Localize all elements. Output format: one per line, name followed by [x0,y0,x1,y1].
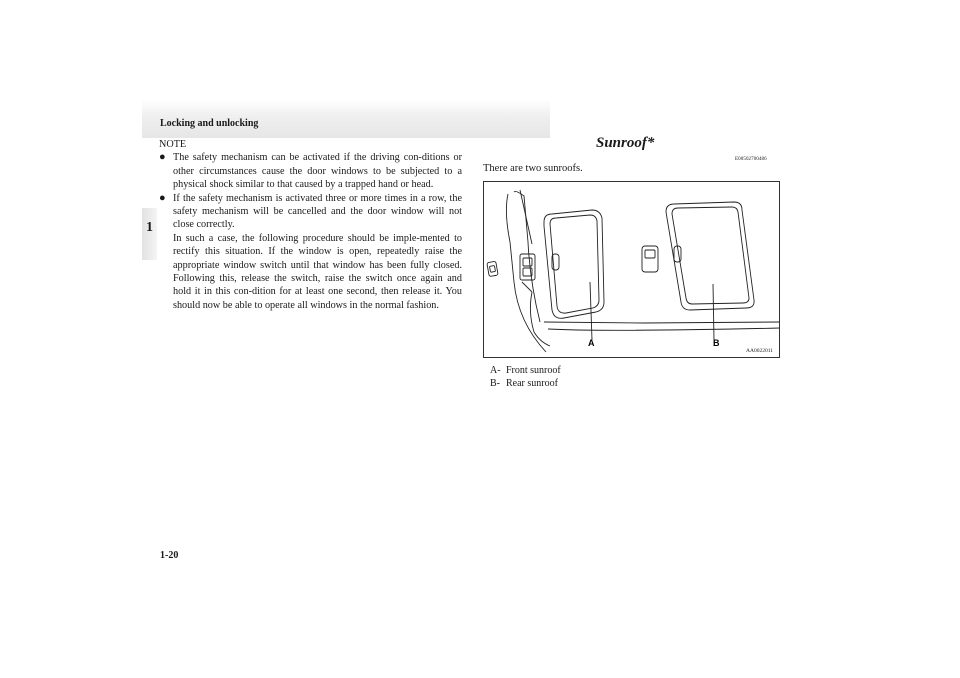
callout-b: B [713,338,720,348]
sunroof-illustration [483,181,780,358]
sunroof-drawing [484,182,781,359]
callout-a: A [588,338,595,348]
legend-item [490,365,561,378]
note-bullet-1 [159,151,462,191]
legend-text: Rear sunroof [506,377,558,389]
legend-key: A- [490,365,501,376]
note-heading: NOTE [159,139,187,150]
note-followup-text: In such a case, the following procedure should be imple-mented to rectify this situation. If the window is open, repeatedly raise the appropriate window switch until that window has been fully closed. Following this, release the switch, raise the switch once again and hold it in this con-dition for at least one second, then release it. You should now be able to operate all windows in the normal fashion. [173,232,462,311]
section-intro: There are two sunroofs. [483,163,583,174]
figure-code: AA0022011 [746,348,773,354]
page-header-title: Locking and unlocking [160,118,259,129]
note-bullet-2 [159,192,462,313]
legend-key: B- [490,377,500,389]
legend-text: Front sunroof [506,365,561,376]
note-block [159,138,462,312]
chapter-number: 1 [146,220,153,235]
page-number: 1-20 [160,550,179,561]
bullet-icon: ● [159,151,166,164]
legend-item [490,378,561,391]
note-bullet-text: If the safety mechanism is activated three or more times in a row, the safety mechanism will be cancelled and the door window will not close correctly. [173,192,462,231]
section-code: E00502700486 [735,157,767,162]
section-title: Sunroof* [596,135,655,151]
figure-legend [490,365,561,390]
bullet-icon: ● [159,191,166,204]
note-bullet-text: The safety mechanism can be activated if the driving con-ditions or other circumstances cause the door windows to be subjected to a physical shock similar to that caused by a trapped hand or head. [173,152,462,191]
